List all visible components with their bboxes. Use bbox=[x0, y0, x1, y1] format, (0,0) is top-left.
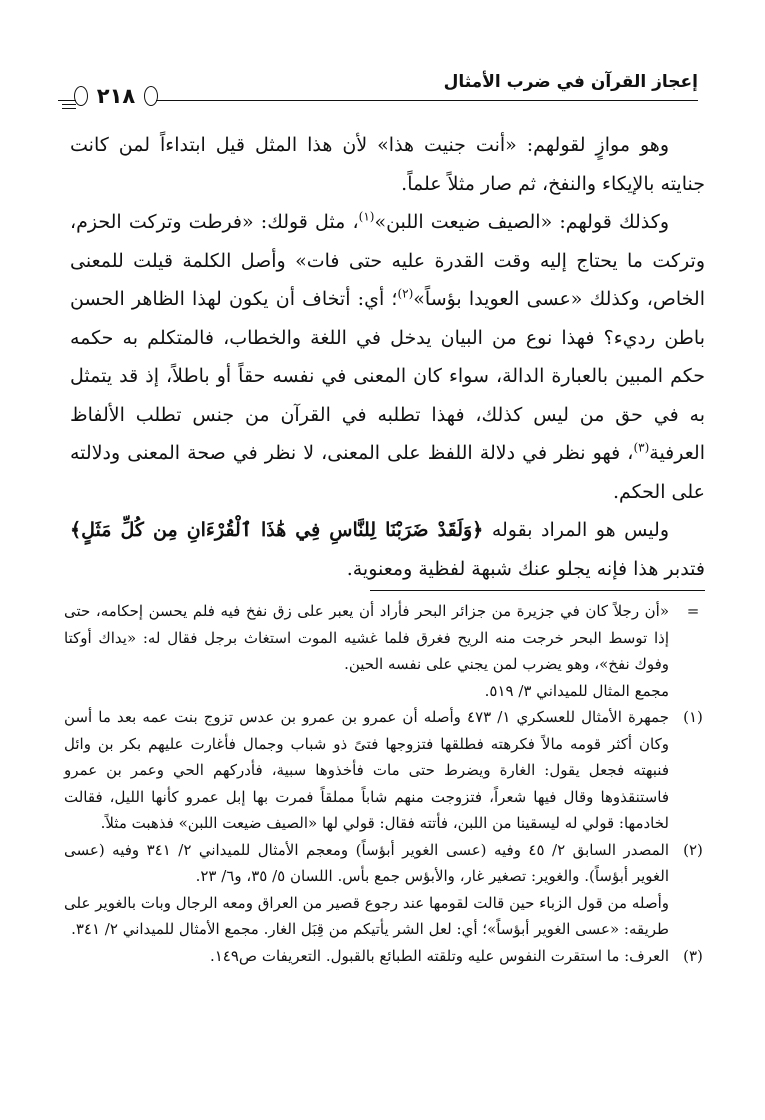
page-number-ornament bbox=[62, 108, 76, 109]
footnote-mark: (٢) bbox=[683, 840, 703, 859]
text-segment: وليس هو المراد بقوله bbox=[491, 519, 670, 541]
footnote-line: جمهرة الأمثال للعسكري ١/ ٤٧٣ وأصله أن عمرو بن عمرو بن عدس تزوج بنت عمه بعد ما أسن وكان أكثر قومه مالاً فكرهته فطلقها فتزوجها فتىً ذو شباب وجمال فأغارت عليهم بكر بن وائل فنبهته فجعل يقول: الغارة ويضرط حتى مات فأخذوها سبية، فأدركهم الحي وعمر بن عمرو فاستنقذوها وقال فيها شعراً، فتزوجت منهم شاباً مملقاً فمرت بها إبل عمرو كأنها الليل، فقالت لخادمها: قولي له ليسقينا من اللبن، فأتته فقال: قولي لها «الصيف ضيعت اللبن» فذهبت مثلاً. bbox=[64, 708, 669, 832]
footnote-divider bbox=[370, 590, 705, 591]
text-segment: ، مثل قولك: «فرطت وتركت الحزم، وتركت ما يحتاج إليه وقت القدرة عليه حتى فات» وأصل الكلمة قيلت للمعنى الخاص، وكذلك «عسى العويدا بؤساً» bbox=[70, 211, 705, 310]
main-text bbox=[70, 126, 705, 588]
footnote-continued bbox=[64, 598, 709, 704]
text-segment: فتدبر هذا فإنه يجلو عنك شبهة لفظية ومعنوية. bbox=[346, 557, 705, 580]
footnote-text bbox=[64, 704, 709, 837]
text-segment: ، فهو نظر في دلالة اللفظ على المعنى، لا نظر في صحة المعنى ودلالته على الحكم. bbox=[70, 442, 705, 503]
footnote-text bbox=[64, 837, 709, 890]
running-title: إعجاز القرآن في ضرب الأمثال bbox=[443, 72, 698, 92]
footnote-text bbox=[64, 943, 709, 970]
footnote-line: مجمع المثال للميداني ٣/ ٥١٩. bbox=[484, 681, 669, 700]
paragraph-3 bbox=[70, 511, 705, 588]
footnote-text bbox=[64, 598, 709, 678]
footnote-ref-2[interactable]: (٢) bbox=[397, 286, 414, 301]
quran-verse: ﴿وَلَقَدْ ضَرَبْنَا لِلنَّاسِ فِي هَٰذَا ٱلْقُرْءَانِ مِن كُلِّ مَثَلٍ﴾ bbox=[70, 519, 484, 541]
paragraph-2 bbox=[70, 203, 705, 511]
footnote-1 bbox=[64, 704, 709, 837]
footnote-mark: (١) bbox=[683, 708, 703, 726]
text-segment: وكذلك قولهم: «الصيف ضيعت اللبن» bbox=[374, 211, 670, 233]
page-number-text: ٢١٨ bbox=[96, 84, 136, 108]
footnote-2 bbox=[64, 837, 709, 943]
footnote-line: العرف: ما استقرت النفوس عليه وتلقته الطبائع بالقبول. التعريفات ص١٤٩. bbox=[209, 946, 669, 965]
footnotes bbox=[64, 598, 709, 969]
page-header bbox=[58, 68, 698, 108]
footnote-line: المصدر السابق ٢/ ٤٥ وفيه (عسى الغوير أبؤساً) ومعجم الأمثال للميداني ٢/ ٣٤١ وفيه (عسى الغوير أبؤساً). والغوير: تصغير غار، والأبؤس جمع بأس. اللسان ٥/ ٣٥، و٦/ ٢٣. bbox=[64, 840, 669, 885]
text-segment: ؛ أي: أتخاف أن يكون لهذا الظاهر الحسن باطن رديء؟ فهذا نوع من البيان يدخل في اللغة والخطاب، فالمتكلم به حكمه حكم المبين بالعبارة الدالة، سواء كان المعنى في نفسه حقاً أو باطلاً، إذ قد يتمثل به في حق من ليس كذلك، فهذا تطلبه في القرآن من جنس تطلب الألفاظ العرفية bbox=[70, 288, 705, 464]
footnote-line: «أن رجلاً كان في جزيرة من جزائر البحر فأراد أن يعبر على زق نفخ فيه فلم يحسن إحكامه، حتى إذا توسط البحر خرجت منه الريح فغرق فلما غشيه الموت استغاث برجل فقال له: «يداك أوكتا وفوك نفخ»، وهو يضرب لمن يجني على نفسه الحين. bbox=[64, 602, 669, 673]
footnote-line: وأصله من قول الزباء حين قالت لقومها عند رجوع قصير من العراق ومعه الرجال وبات بالغوير على طريقه: «عسى الغوير أبؤساً»؛ أي: لعل الشر يأتيكم من قِبَل الغار. مجمع الأمثال للميداني ٢/ ٣٤١. bbox=[64, 893, 669, 938]
footnote-3 bbox=[64, 943, 709, 970]
page-number bbox=[76, 82, 156, 110]
page-number-ornament bbox=[62, 104, 76, 105]
footnote-ref-1[interactable]: (١) bbox=[358, 209, 375, 224]
paragraph-1: وهو موازٍ لقولهم: «أنت جنيت هذا» لأن هذا المثل قيل ابتداءاً لمن كانت جنايته بالإيكاء والنفخ، ثم صار مثلاً علماً. bbox=[70, 134, 705, 195]
footnote-mark: (٣) bbox=[683, 946, 703, 965]
footnote-ref-3[interactable]: (٣) bbox=[633, 440, 650, 455]
footnote-mark: = bbox=[686, 602, 700, 620]
